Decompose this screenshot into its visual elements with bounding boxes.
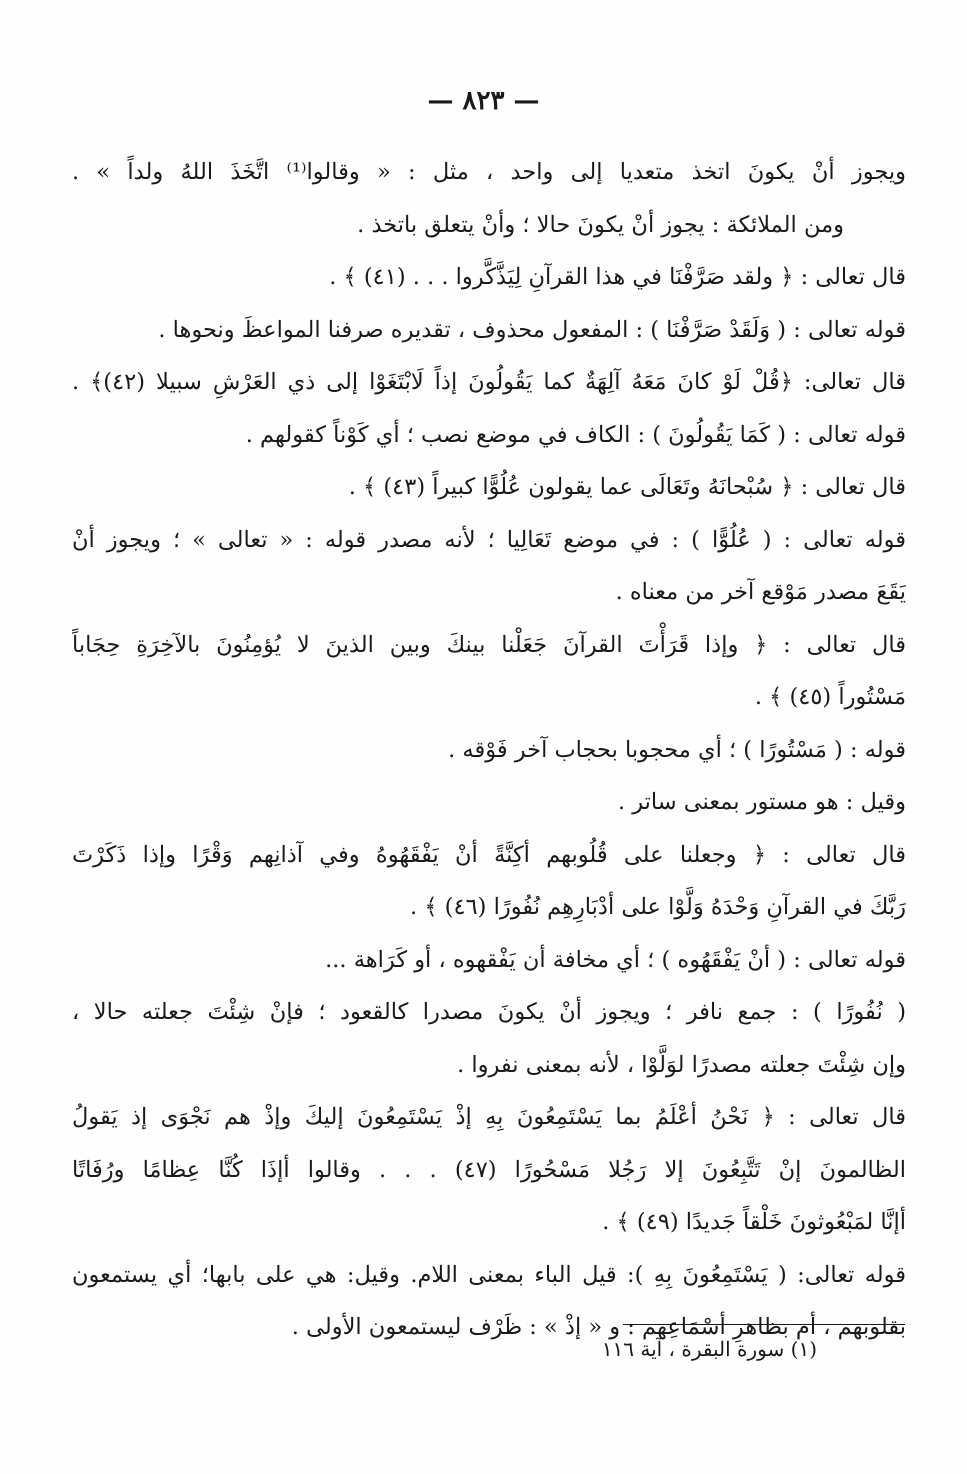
text-line-8: قوله تعالى : ( عُلُوًّا ) : في موضع تَعَالِيا ؛ لأنه مصدر قوله : « تعالى » ؛ ويجوز أنْ (72, 526, 906, 553)
verse-46-end: رَبَّكَ في القرآنِ وَحْدَهُ وَلَّوْا على أدْبَارِهِم نُفُورًا (٤٦) ﴾ . (410, 894, 906, 920)
verse-42: قال تعالى: ﴿قُلْ لَوْ كانَ مَعَهُ آلِهَةٌ كما يَقُولُونَ إذاً لَابْتَغَوْا إلى ذي العَرْشِ سبيلا (٤٢)﴾ . (72, 369, 906, 395)
text-line-4: قوله تعالى : ( وَلَقَدْ صَرَّفْنَا ) : المفعول محذوف ، تقديره صرفنا المواعظَ ونحوها . (158, 316, 906, 343)
verse-47-cont: الظالمونَ إنْ تَتَّبِعُونَ إلا رَجُلا مَسْحُورًا (٤٧) . . . وقالوا أإذَا كُنَّا عِظامًا ورُفَاتًا (72, 1156, 906, 1183)
text-line-22: قوله تعالى: ( يَسْتَمِعُونَ بِهِ ): قيل الباء بمعنى اللام. وقيل: هي على بابها؛ أي يستمعون (72, 1261, 906, 1288)
text-line-13: وقيل : هو مستور بمعنى ساتر . (617, 789, 906, 815)
body-text (72, 146, 906, 1354)
text-line-16: قوله تعالى : ( أنْ يَفْقَهُوه ) ؛ أي مخافة أن يَفْقهوه ، أو كَرَاهة ... (325, 946, 906, 973)
text-line-1: ويجوز أنْ يكونَ اتخذ متعديا إلى واحد ، مثل : « وقالوا⁽¹⁾ اتَّخَذَ اللهُ ولداً » . (72, 159, 906, 185)
text-line-18: وإن شِئْتَ جعلته مصدرًا لوَلَّوْا ، لأنه بمعنى نفروا . (457, 1051, 906, 1078)
verse-46: قال تعالى : ﴿ وجعلنا على قُلُوبهم أكِنَّةً أنْ يَفْقَهُوهُ وفي آذانِهم وَقْرًا وإذا ذَكَرْتَ (72, 841, 906, 868)
verse-43: قال تعالى : ﴿ سُبْحانَهُ وتَعَالَى عما يقولون عُلُوًّا كبيراً (٤٣) ﴾ . (348, 474, 906, 500)
text-line-23: بقلوبهم ، أم بظاهرِ أسْمَاعِهم : و « إذْ » : ظَرْف ليستمعون الأولى . (291, 1314, 906, 1340)
verse-41: قال تعالى : ﴿ ولقد صَرَّفْنَا في هذا القرآنِ لِيَذَّكَّروا . . . (٤١) ﴾ . (329, 264, 906, 290)
footnote-divider (623, 1324, 905, 1325)
verse-45-end: مَسْتُوراً (٤٥) ﴾ . (754, 684, 906, 710)
footnote: (١) سورة البقرة ، آية ١١٦ (601, 1337, 817, 1361)
text-line-12: قوله : ( مَسْتُورًا ) ؛ أي محجوبا بحجاب آخر فَوْقه . (448, 736, 906, 763)
verse-47: قال تعالى : ﴿ نَحْنُ أعْلَمُ بما يَسْتَمِعُونَ بِهِ إذْ يَسْتَمِعُونَ إليكَ وإذْ هم نَجْوَى إذ يَقولُ (72, 1104, 906, 1130)
verse-45: قال تعالى : ﴿ وإذا قَرَأْتَ القرآنَ جَعَلْنا بينكَ وبين الذينَ لا يُؤمِنُونَ بالآخِرَةِ حِجَاباً (72, 631, 906, 658)
text-line-2: ومن الملائكة : يجوز أنْ يكونَ حالا ؛ وأنْ يتعلق باتخذ . (357, 211, 844, 238)
page-number: — ٨٢٣ — (427, 86, 540, 116)
text-line-9: يَقَعَ مصدر مَوْقع آخر من معناه . (615, 579, 906, 605)
text-line-6: قوله تعالى : ( كَمَا يَقُولُونَ ) : الكاف في موضع نصب ؛ أي كَوْناً كقولهم . (245, 421, 906, 448)
text-line-17: ( نُفُورًا ) : جمع نافر ؛ ويجوز أنْ يكونَ مصدرا كالقعود ؛ فإنْ شِئْتَ جعلته حالا ، (72, 999, 906, 1025)
verse-49-end: أإنَّا لمَبْعُوثونَ خَلْقاً جَديدًا (٤٩) ﴾ . (602, 1209, 906, 1235)
